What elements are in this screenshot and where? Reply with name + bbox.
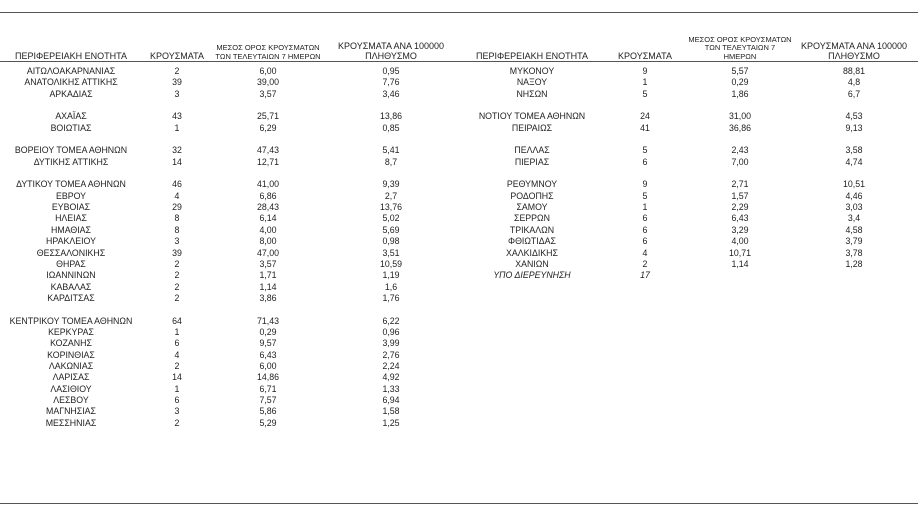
table-row: [462, 191, 916, 202]
cell-cases: [142, 304, 212, 315]
cell-per100k: 13,76: [379, 202, 402, 213]
cell-avg: 47,00: [256, 247, 279, 258]
cell-region: [462, 168, 602, 179]
cell-cases: 4: [642, 247, 648, 258]
cell-cases: 1: [642, 202, 648, 213]
table-row: [462, 179, 916, 190]
cell-region: ΑΙΤΩΛΟΑΚΑΡΝΑΝΙΑΣ: [26, 66, 116, 76]
table-row: [0, 66, 458, 77]
cell-avg: [212, 168, 324, 179]
cell-cases: [602, 100, 688, 111]
cell-cases: 4: [174, 190, 180, 201]
table-row: [0, 100, 458, 111]
cell-per100k: [792, 168, 916, 179]
table-row: [462, 123, 916, 134]
cell-avg: 7,00: [731, 156, 749, 167]
table-row: [0, 395, 458, 406]
cell-per100k: 0,95: [382, 66, 400, 76]
left-table-body: [0, 66, 458, 429]
cell-cases: 2: [174, 292, 180, 303]
cell-cases: 2: [642, 258, 648, 269]
cell-region: ΛΕΣΒΟΥ: [53, 394, 89, 405]
table-row: [0, 338, 458, 349]
cell-cases: 4: [174, 349, 180, 360]
table-row: [0, 123, 458, 134]
cell-cases: 2: [174, 417, 180, 428]
cell-per100k: [324, 168, 458, 179]
table-row: [462, 77, 916, 88]
cell-avg: 6,00: [259, 360, 277, 371]
right-table-body: [462, 66, 916, 282]
cell-avg: 1,57: [731, 190, 749, 201]
cell-region: [0, 304, 142, 315]
cell-cases: [602, 168, 688, 179]
cell-per100k: [792, 270, 916, 281]
cell-cases: 5: [642, 190, 648, 201]
cell-avg: 6,29: [259, 122, 277, 133]
cell-region: [0, 134, 142, 145]
cell-cases: 17: [640, 270, 650, 281]
cell-cases: 6: [642, 213, 648, 224]
cell-cases: 9: [642, 179, 648, 190]
table-row: [462, 270, 916, 281]
cell-cases: 3: [174, 406, 180, 417]
cell-region: ΑΧΑΪΑΣ: [55, 111, 87, 122]
table-row: [462, 100, 916, 111]
cell-region: ΠΕΙΡΑΙΩΣ: [511, 122, 553, 133]
left-header-cases: [142, 28, 212, 61]
cell-per100k: 1,76: [382, 292, 400, 303]
cell-avg: 1,86: [731, 88, 749, 99]
cell-avg: 31,00: [728, 111, 751, 122]
cell-region: ΣΑΜΟΥ: [516, 202, 548, 213]
cell-region: ΒΟΡΕΙΟΥ ΤΟΜΕΑ ΑΘΗΝΩΝ: [14, 145, 128, 156]
right-header-avg-text: ΜΕΣΟΣ ΟΡΟΣ ΚΡΟΥΣΜΑΤΩΝ ΤΩΝ ΤΕΛΕΥΤΑΙΩΝ 7 ΗΜΕΡΩΝ: [688, 34, 792, 61]
cell-avg: 0,29: [259, 326, 277, 337]
cell-per100k: 4,46: [845, 190, 863, 201]
cell-per100k: 3,78: [845, 247, 863, 258]
cell-per100k: [792, 100, 916, 111]
cell-per100k: 3,99: [382, 338, 400, 349]
cell-avg: 6,86: [259, 190, 277, 201]
cell-per100k: 10,59: [379, 258, 402, 269]
cell-avg: 5,29: [259, 417, 277, 428]
cell-per100k: 13,86: [379, 111, 402, 122]
cell-per100k: 1,28: [845, 258, 863, 269]
cell-per100k: 6,22: [382, 315, 400, 326]
cell-per100k: 1,6: [384, 281, 398, 292]
cell-per100k: [324, 100, 458, 111]
cell-cases: 39: [172, 247, 182, 258]
table-row: [0, 384, 458, 395]
cell-avg: 6,00: [259, 66, 277, 76]
cell-avg: 12,71: [256, 156, 279, 167]
cell-per100k: 3,51: [382, 247, 400, 258]
cell-per100k: 9,39: [382, 179, 400, 190]
cell-avg: 2,29: [731, 202, 749, 213]
cell-per100k: [324, 304, 458, 315]
cell-cases: [142, 168, 212, 179]
cell-region: ΡΟΔΟΠΗΣ: [510, 190, 554, 201]
cell-avg: 6,43: [731, 213, 749, 224]
cell-cases: 3: [174, 88, 180, 99]
cell-avg: 39,00: [256, 77, 279, 88]
cell-cases: 6: [642, 224, 648, 235]
table-row: [0, 145, 458, 156]
cell-per100k: 1,58: [382, 406, 400, 417]
cell-cases: [142, 134, 212, 145]
cell-region: ΛΑΡΙΣΑΣ: [52, 372, 90, 383]
cell-cases: 5: [642, 145, 648, 156]
cell-per100k: 3,4: [847, 213, 861, 224]
table-row: [0, 77, 458, 88]
cell-region: ΗΜΑΘΙΑΣ: [51, 224, 91, 235]
cell-per100k: 0,85: [382, 122, 400, 133]
cell-cases: 46: [172, 179, 182, 190]
right-header-per100k-text: ΚΡΟΥΣΜΑΤΑ ΑΝΑ 100000 ΠΛΗΘΥΣΜΟ: [801, 41, 907, 61]
cell-avg: 1,14: [259, 281, 277, 292]
table-row: [0, 134, 458, 145]
cell-per100k: 3,79: [845, 236, 863, 247]
table-row: [0, 111, 458, 122]
cell-per100k: 2,7: [384, 190, 398, 201]
table-row: [462, 145, 916, 156]
left-header-cases-text: ΚΡΟΥΣΜΑΤΑ: [150, 50, 204, 61]
table-row: [462, 259, 916, 270]
cell-per100k: 88,81: [842, 66, 865, 76]
table-row: [462, 111, 916, 122]
table-row: [0, 236, 458, 247]
table-row: [0, 282, 458, 293]
cell-per100k: [792, 134, 916, 145]
cell-avg: 10,71: [728, 247, 751, 258]
cell-per100k: 8,7: [384, 156, 398, 167]
cell-avg: [688, 270, 792, 281]
table-row: [462, 213, 916, 224]
cell-avg: 1,71: [259, 270, 277, 281]
cell-per100k: 4,92: [382, 372, 400, 383]
header-rule: [0, 61, 918, 62]
cell-region: ΣΕΡΡΩΝ: [514, 213, 550, 224]
cell-region: ΚΑΡΔΙΤΣΑΣ: [47, 292, 95, 303]
cell-cases: 2: [174, 258, 180, 269]
table-row: [0, 293, 458, 304]
table-row: [462, 168, 916, 179]
cell-avg: 6,71: [259, 383, 277, 394]
cell-per100k: 7,76: [382, 77, 400, 88]
cell-region: ΘΕΣΣΑΛΟΝΙΚΗΣ: [36, 247, 106, 258]
cell-cases: 24: [640, 111, 650, 122]
cell-region: ΕΒΡΟΥ: [55, 190, 87, 201]
cell-cases: 3: [174, 236, 180, 247]
cell-region: ΗΡΑΚΛΕΙΟΥ: [46, 236, 96, 247]
left-header-region-text: ΠΕΡΙΦΕΡΕΙΑΚΗ ΕΝΟΤΗΤΑ: [14, 50, 128, 61]
cell-avg: [688, 100, 792, 111]
cell-cases: 2: [174, 281, 180, 292]
right-header-per100k: [792, 28, 916, 61]
cell-per100k: 3,58: [845, 145, 863, 156]
cell-avg: 3,29: [731, 224, 749, 235]
cell-cases: 8: [174, 224, 180, 235]
cell-region: ΧΑΝΙΩΝ: [515, 258, 549, 269]
cell-per100k: 3,03: [845, 202, 863, 213]
cell-avg: 5,57: [731, 66, 749, 76]
cell-cases: 39: [172, 77, 182, 88]
cell-cases: 6: [642, 156, 648, 167]
cell-cases: 41: [640, 122, 650, 133]
table-row: [0, 406, 458, 417]
table-row: [0, 259, 458, 270]
cell-cases: 1: [174, 383, 180, 394]
table-row: [0, 168, 458, 179]
cell-region: [462, 100, 602, 111]
table-row: [0, 327, 458, 338]
cell-per100k: 6,94: [382, 394, 400, 405]
table-row: [462, 248, 916, 259]
table-row: [0, 89, 458, 100]
cell-region: [0, 100, 142, 111]
cell-region: ΚΕΡΚΥΡΑΣ: [48, 326, 94, 337]
cell-avg: 14,86: [256, 372, 279, 383]
cell-cases: 2: [174, 66, 180, 76]
cell-cases: 9: [642, 66, 648, 76]
cell-region: ΑΡΚΑΔΙΑΣ: [49, 88, 93, 99]
cell-cases: [602, 134, 688, 145]
cell-region: ΘΗΡΑΣ: [56, 258, 86, 269]
cell-avg: 9,57: [259, 338, 277, 349]
cell-cases: 29: [172, 202, 182, 213]
cell-per100k: 4,53: [845, 111, 863, 122]
cell-cases: 43: [172, 111, 182, 122]
cell-avg: 36,86: [728, 122, 751, 133]
cell-cases: 14: [172, 372, 182, 383]
cell-cases: 1: [174, 326, 180, 337]
table-row: [462, 157, 916, 168]
cell-cases: 2: [174, 270, 180, 281]
cell-avg: 4,00: [731, 236, 749, 247]
cell-region: ΚΟΖΑΝΗΣ: [50, 338, 92, 349]
cell-per100k: 4,8: [847, 77, 861, 88]
cell-per100k: 0,96: [382, 326, 400, 337]
cell-avg: 71,43: [256, 315, 279, 326]
cell-per100k: 0,98: [382, 236, 400, 247]
cell-region: ΦΘΙΩΤΙΔΑΣ: [508, 236, 556, 247]
cell-per100k: 9,13: [845, 122, 863, 133]
cell-avg: 6,43: [259, 349, 277, 360]
cell-region: [462, 134, 602, 145]
cell-per100k: 1,33: [382, 383, 400, 394]
cell-avg: 4,00: [259, 224, 277, 235]
left-header-avg: [212, 28, 324, 61]
cell-region: ΛΑΚΩΝΙΑΣ: [48, 360, 94, 371]
right-header-region-text: ΠΕΡΙΦΕΡΕΙΑΚΗ ΕΝΟΤΗΤΑ: [475, 50, 589, 61]
right-header-avg: [688, 28, 792, 61]
table-row: [0, 361, 458, 372]
cell-region: ΜΕΣΣΗΝΙΑΣ: [45, 417, 97, 428]
cell-region: ΚΟΡΙΝΘΙΑΣ: [47, 349, 95, 360]
left-header-per100k: [324, 28, 458, 61]
cell-region: ΚΑΒΑΛΑΣ: [50, 281, 92, 292]
cell-per100k: 4,74: [845, 156, 863, 167]
table-row: [462, 66, 916, 77]
table-row: [0, 418, 458, 429]
cell-avg: 2,71: [731, 179, 749, 190]
cell-cases: 5: [642, 88, 648, 99]
cell-avg: 3,57: [259, 88, 277, 99]
cell-per100k: 5,41: [382, 145, 400, 156]
right-header-region: [462, 28, 602, 61]
table-row: [462, 89, 916, 100]
cell-region: ΜΥΚΟΝΟΥ: [509, 66, 555, 76]
cell-region: ΧΑΛΚΙΔΙΚΗΣ: [506, 247, 558, 258]
cell-avg: 3,86: [259, 292, 277, 303]
cell-region: ΔΥΤΙΚΗΣ ΑΤΤΙΚΗΣ: [33, 156, 109, 167]
cell-cases: 1: [174, 122, 180, 133]
table-row: [0, 191, 458, 202]
cell-cases: 6: [642, 236, 648, 247]
table-row: [0, 270, 458, 281]
cell-cases: 64: [172, 315, 182, 326]
cell-region: [0, 168, 142, 179]
left-header-region: [0, 28, 142, 61]
cell-per100k: 2,76: [382, 349, 400, 360]
cell-per100k: 6,7: [847, 88, 861, 99]
cell-per100k: 5,02: [382, 213, 400, 224]
cell-cases: 32: [172, 145, 182, 156]
cell-avg: [688, 168, 792, 179]
cell-avg: 25,71: [256, 111, 279, 122]
cell-region: ΝΗΣΩΝ: [516, 88, 548, 99]
cell-region: ΕΥΒΟΙΑΣ: [51, 202, 91, 213]
cell-region: ΤΡΙΚΑΛΩΝ: [509, 224, 555, 235]
cell-avg: 28,43: [256, 202, 279, 213]
table-row: [462, 225, 916, 236]
cell-cases: 14: [172, 156, 182, 167]
cell-avg: 0,29: [731, 77, 749, 88]
cell-avg: [212, 134, 324, 145]
cell-region: ΒΟΙΩΤΙΑΣ: [50, 122, 92, 133]
cell-per100k: 3,46: [382, 88, 400, 99]
cell-region: ΑΝΑΤΟΛΙΚΗΣ ΑΤΤΙΚΗΣ: [24, 77, 118, 88]
cell-avg: 3,57: [259, 258, 277, 269]
cell-per100k: 4,58: [845, 224, 863, 235]
cell-cases: 8: [174, 213, 180, 224]
cell-avg: [212, 100, 324, 111]
cell-avg: 7,57: [259, 394, 277, 405]
cell-cases: [142, 100, 212, 111]
cell-region: ΛΑΣΙΘΙΟΥ: [50, 383, 92, 394]
left-header-per100k-text: ΚΡΟΥΣΜΑΤΑ ΑΝΑ 100000 ΠΛΗΘΥΣΜΟ: [338, 41, 444, 61]
cell-cases: 2: [174, 360, 180, 371]
right-header-cases-text: ΚΡΟΥΣΜΑΤΑ: [618, 50, 672, 61]
bottom-rule: [0, 503, 918, 504]
table-row: [0, 202, 458, 213]
cell-avg: 6,14: [259, 213, 277, 224]
cell-per100k: 5,69: [382, 224, 400, 235]
right-header-cases: [602, 28, 688, 61]
cell-avg: 5,86: [259, 406, 277, 417]
cell-region: ΔΥΤΙΚΟΥ ΤΟΜΕΑ ΑΘΗΝΩΝ: [16, 179, 126, 190]
table-row: [0, 304, 458, 315]
table-row: [0, 316, 458, 327]
cell-region: ΝΟΤΙΟΥ ΤΟΜΕΑ ΑΘΗΝΩΝ: [478, 111, 586, 122]
cell-region: ΡΕΘΥΜΝΟΥ: [506, 179, 558, 190]
table-row: [0, 179, 458, 190]
top-rule: [0, 12, 918, 13]
table-row: [0, 225, 458, 236]
cell-avg: 2,43: [731, 145, 749, 156]
table-row: [462, 236, 916, 247]
table-row: [0, 157, 458, 168]
cell-avg: [688, 134, 792, 145]
table-row: [0, 350, 458, 361]
table-row: [462, 134, 916, 145]
table-row: [0, 372, 458, 383]
cell-avg: 41,00: [256, 179, 279, 190]
cell-per100k: 1,25: [382, 417, 400, 428]
left-header-avg-text: ΜΕΣΟΣ ΟΡΟΣ ΚΡΟΥΣΜΑΤΩΝ ΤΩΝ ΤΕΛΕΥΤΑΙΩΝ 7 ΗΜΕΡΩΝ: [215, 43, 321, 61]
cell-per100k: [324, 134, 458, 145]
cell-cases: 6: [174, 338, 180, 349]
cell-per100k: 1,19: [382, 270, 400, 281]
table-row: [0, 213, 458, 224]
cell-avg: [212, 304, 324, 315]
cell-region: ΜΑΓΝΗΣΙΑΣ: [46, 406, 96, 417]
cell-region: ΠΕΛΛΑΣ: [514, 145, 550, 156]
cell-region: ΙΩΑΝΝΙΝΩΝ: [46, 270, 96, 281]
cell-region: ΗΛΕΙΑΣ: [55, 213, 87, 224]
cell-avg: 1,14: [731, 258, 749, 269]
cell-region: ΥΠΟ ΔΙΕΡΕΥΝΗΣΗ: [493, 270, 571, 281]
table-row: [0, 248, 458, 259]
cell-region: ΠΙΕΡΙΑΣ: [514, 156, 550, 167]
cell-per100k: 10,51: [842, 179, 865, 190]
table-row: [462, 202, 916, 213]
cell-cases: 6: [174, 394, 180, 405]
cell-avg: 8,00: [259, 236, 277, 247]
cell-avg: 47,43: [256, 145, 279, 156]
cell-per100k: 2,24: [382, 360, 400, 371]
cell-cases: 1: [642, 77, 648, 88]
cell-region: ΚΕΝΤΡΙΚΟΥ ΤΟΜΕΑ ΑΘΗΝΩΝ: [9, 315, 133, 326]
cell-region: ΝΑΞΟΥ: [516, 77, 548, 88]
